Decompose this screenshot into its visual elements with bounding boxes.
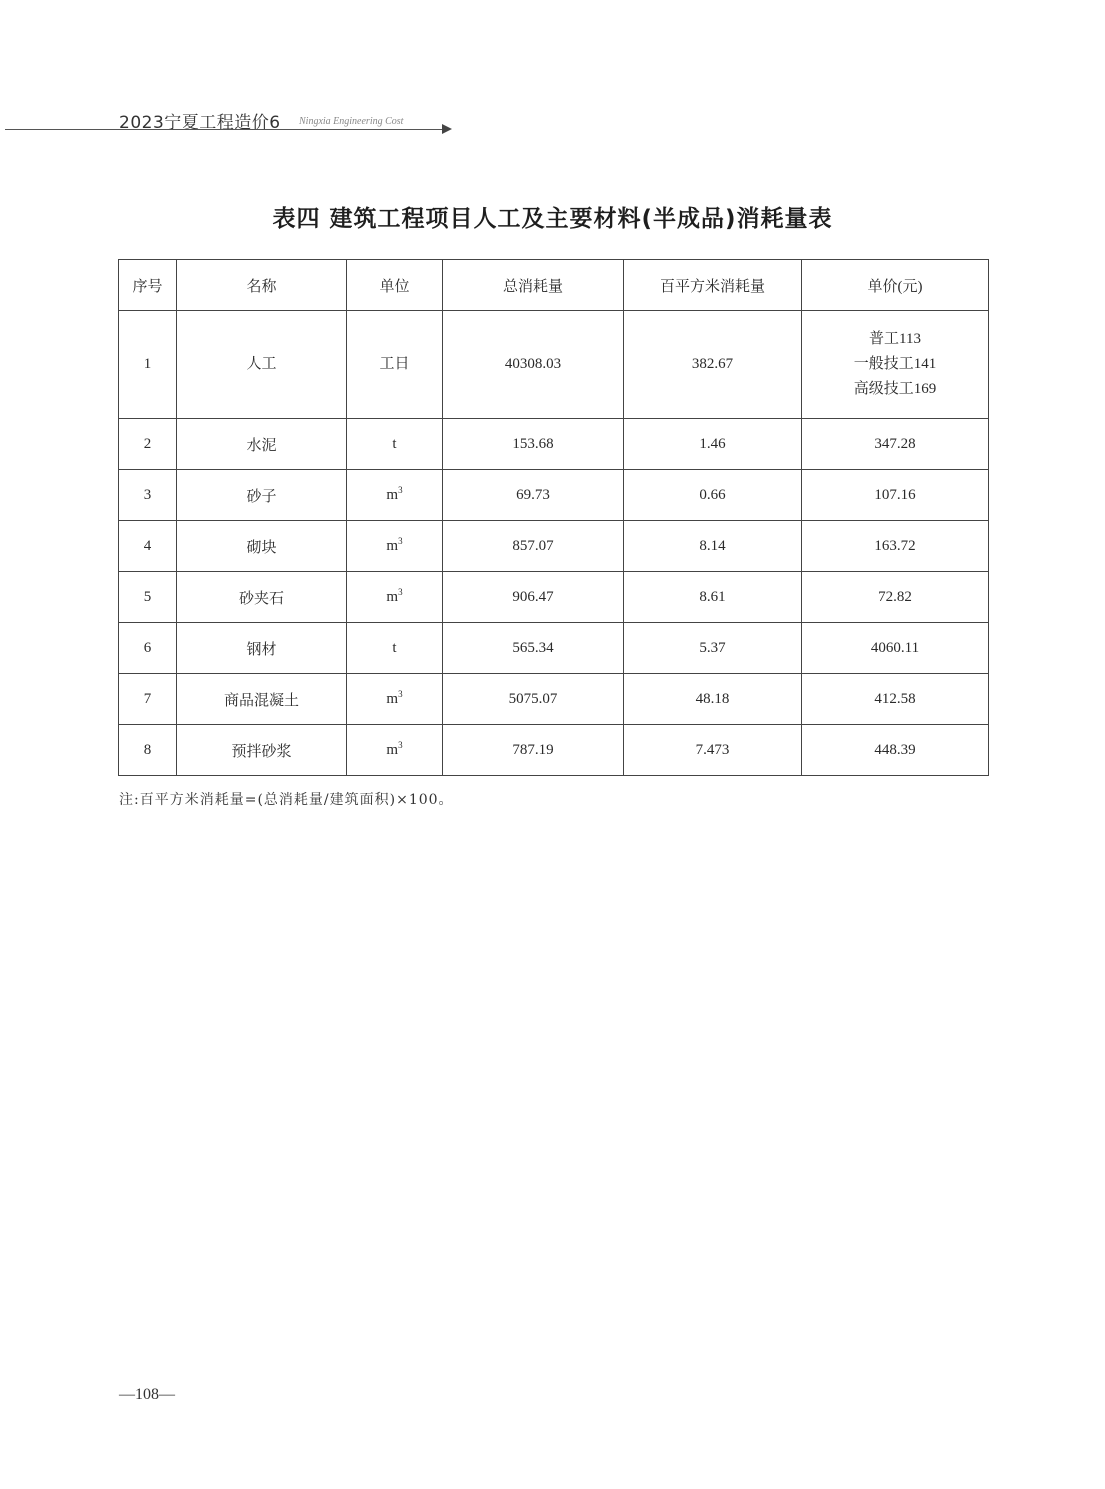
cell-per100: 48.18 [624, 674, 802, 725]
unit-text: m [386, 588, 399, 605]
cell-per100: 5.37 [624, 623, 802, 674]
table-row [119, 470, 989, 521]
cell-total: 787.19 [443, 725, 624, 776]
unit-text: m [386, 486, 399, 503]
cell-per100: 8.61 [624, 572, 802, 623]
price-line: 普工113 [869, 331, 921, 347]
cell-name: 人工 [177, 311, 347, 419]
cell-unit: 工日 [347, 311, 443, 419]
cell-price: 4060.11 [802, 623, 989, 674]
column-header-no: 序号 [119, 260, 177, 311]
unit-text: t [392, 435, 397, 452]
cell-total: 906.47 [443, 572, 624, 623]
running-header-subtitle: Ningxia Engineering Cost [299, 116, 404, 127]
unit-text: t [392, 639, 397, 656]
cell-name: 砂子 [177, 470, 347, 521]
cell-name: 钢材 [177, 623, 347, 674]
cell-price: 412.58 [802, 674, 989, 725]
table-note: 注:百平方米消耗量=(总消耗量/建筑面积)×100。 [119, 792, 454, 808]
cell-no: 3 [119, 470, 177, 521]
unit-superscript: 3 [398, 586, 403, 597]
cell-unit [347, 419, 443, 470]
table-row [119, 623, 989, 674]
cell-per100: 1.46 [624, 419, 802, 470]
cell-no: 8 [119, 725, 177, 776]
arrow-right-icon [442, 124, 452, 134]
unit-text: m [386, 690, 399, 707]
price-line: 一般技工141 [853, 356, 937, 372]
consumption-table [118, 259, 989, 776]
cell-name: 商品混凝土 [177, 674, 347, 725]
cell-unit [347, 623, 443, 674]
unit-superscript: 3 [398, 484, 403, 495]
cell-no: 6 [119, 623, 177, 674]
unit-text: m [386, 537, 399, 554]
column-header-name: 名称 [177, 260, 347, 311]
cell-no: 1 [119, 311, 177, 419]
cell-unit [347, 470, 443, 521]
cell-per100: 0.66 [624, 470, 802, 521]
cell-total: 40308.03 [443, 311, 624, 419]
column-header-unit: 单位 [347, 260, 443, 311]
column-header-price: 单价(元) [802, 260, 989, 311]
unit-text: m [386, 741, 399, 758]
table-row [119, 725, 989, 776]
table-row [119, 419, 989, 470]
table-header-row [119, 260, 989, 311]
page-number: —108— [119, 1386, 175, 1403]
cell-price: 347.28 [802, 419, 989, 470]
cell-price: 163.72 [802, 521, 989, 572]
column-header-per100: 百平方米消耗量 [624, 260, 802, 311]
table-row [119, 572, 989, 623]
cell-total: 857.07 [443, 521, 624, 572]
table-row [119, 674, 989, 725]
header-rule [5, 129, 445, 130]
cell-name: 预拌砂浆 [177, 725, 347, 776]
unit-superscript: 3 [398, 535, 403, 546]
cell-total: 5075.07 [443, 674, 624, 725]
cell-per100: 382.67 [624, 311, 802, 419]
cell-name: 砌块 [177, 521, 347, 572]
table-title: 表四 建筑工程项目人工及主要材料(半成品)消耗量表 [272, 206, 833, 232]
cell-no: 7 [119, 674, 177, 725]
cell-name: 水泥 [177, 419, 347, 470]
column-header-total: 总消耗量 [443, 260, 624, 311]
price-line: 高级技工169 [853, 381, 937, 397]
cell-unit [347, 572, 443, 623]
cell-price: 448.39 [802, 725, 989, 776]
cell-per100: 8.14 [624, 521, 802, 572]
table-row [119, 311, 989, 419]
cell-total: 69.73 [443, 470, 624, 521]
table-row [119, 521, 989, 572]
cell-per100: 7.473 [624, 725, 802, 776]
cell-total: 565.34 [443, 623, 624, 674]
cell-unit [347, 674, 443, 725]
unit-superscript: 3 [398, 688, 403, 699]
cell-name: 砂夹石 [177, 572, 347, 623]
cell-no: 5 [119, 572, 177, 623]
cell-unit [347, 521, 443, 572]
cell-price: 107.16 [802, 470, 989, 521]
cell-unit [347, 725, 443, 776]
unit-superscript: 3 [398, 739, 403, 750]
cell-total: 153.68 [443, 419, 624, 470]
cell-price [802, 311, 989, 419]
cell-price: 72.82 [802, 572, 989, 623]
cell-no: 2 [119, 419, 177, 470]
running-header-title: 2023宁夏工程造价6 [119, 113, 281, 133]
cell-no: 4 [119, 521, 177, 572]
